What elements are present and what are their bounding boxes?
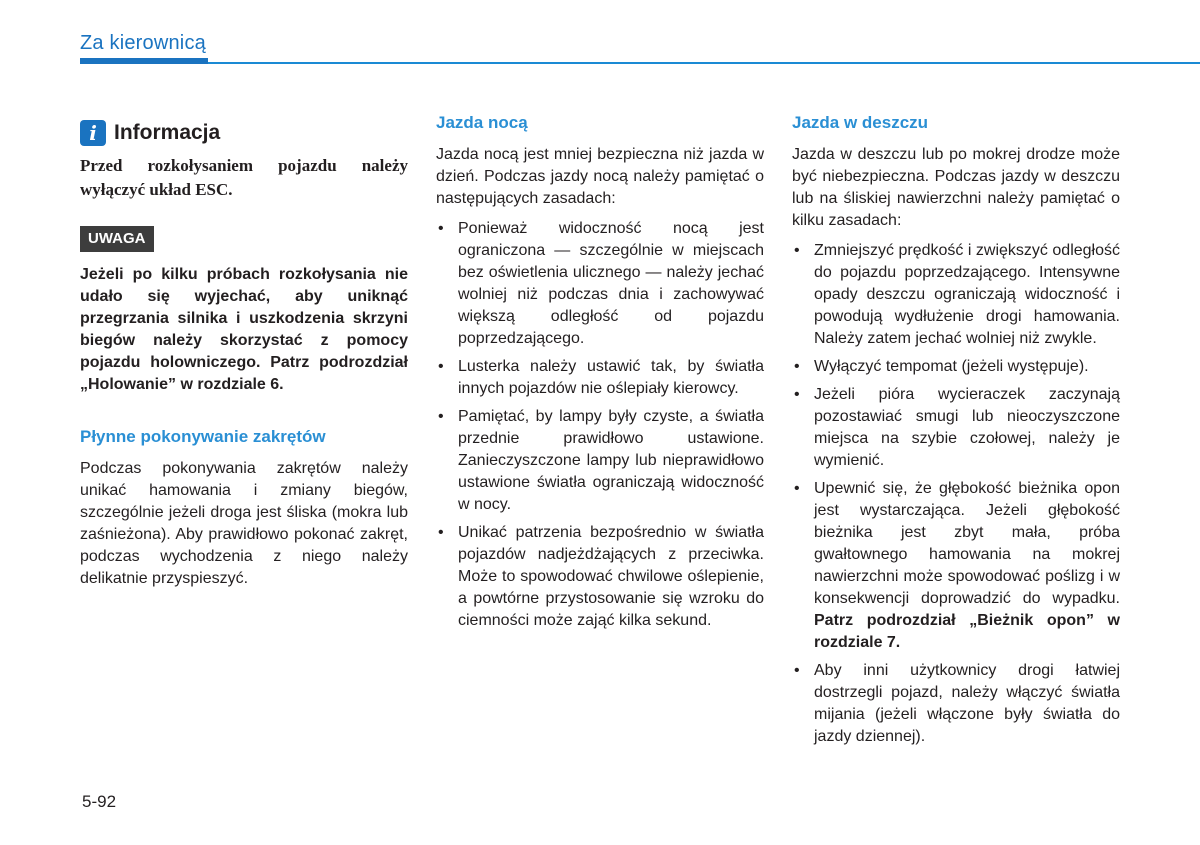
page-number: 5-92 — [82, 792, 117, 811]
bullet-icon: • — [438, 524, 444, 541]
chapter-title: Za kierownicą — [80, 32, 206, 54]
section-title-rain: Jazda w deszczu — [792, 113, 929, 132]
info-icon: i — [80, 120, 106, 146]
tread-text: Upewnić się, że głębokość bieżnika opon jest wystarczająca. Jeżeli głębokość bieżnika jest zbyt mała, próba gwałtownego hamowania na mokrej nawierzchni może spowodować poślizg i w konsekwencji doprowadzić do wypadku. — [814, 480, 1120, 607]
list-item: • Pamiętać, by lampy były czyste, a światła przednie prawidłowo ustawione. Zanieczyszczone lampy lub nieprawidłowo ustawione światła ograniczają widoczność w nocy. — [438, 408, 764, 513]
column-middle — [436, 112, 764, 638]
warning-text: Jeżeli po kilku próbach rozkołysania nie udało się wyjechać, aby uniknąć przegrzania silnika i uszkodzenia skrzyni biegów należy skorzystać z pomocy pojazdu holowniczego. Patrz podrozdział „Holowanie” w rozdziale 6. — [80, 266, 408, 393]
info-text: Przed rozkołysaniem pojazdu należy wyłączyć układ ESC. — [80, 156, 408, 199]
list-item — [792, 478, 1120, 654]
bullet-icon: • — [794, 480, 800, 497]
list-item: • Zmniejszyć prędkość i zwiększyć odległość do pojazdu poprzedzającego. Intensywne opady deszczu ograniczają widoczność i powodują wydłużenie drogi hamowania. Należy zatem jechać wolniej niż zwykle. — [794, 242, 1120, 347]
rain-intro: Jazda w deszczu lub po mokrej drodze może być niebezpieczna. Podczas jazdy w deszczu lub na śliskiej nawierzchni należy pamiętać o kilku zasadach: — [792, 146, 1120, 229]
rain-list — [792, 240, 1120, 748]
header-rule-accent — [80, 58, 208, 64]
night-list — [436, 218, 764, 632]
bullet-icon: • — [438, 408, 444, 425]
list-item: • Wyłączyć tempomat (jeżeli występuje). — [792, 356, 1120, 378]
list-item: • Aby inni użytkownicy drogi łatwiej dostrzegli pojazd, należy włączyć światła mijania (jeżeli włączone były światła do jazdy dziennej). — [794, 662, 1120, 745]
bullet-icon: • — [794, 662, 800, 679]
list-item: • Ponieważ widoczność nocą jest ograniczona — szczególnie w miejscach bez oświetlenia ulicznego — należy jechać wolniej niż podczas dnia i zachowywać większą odległość od pojazdu poprzedzającego. — [438, 220, 764, 347]
info-header — [80, 120, 408, 146]
column-left — [80, 112, 408, 590]
header-rule — [80, 62, 1200, 64]
bullet-icon: • — [794, 242, 800, 259]
night-intro: Jazda nocą jest mniej bezpieczna niż jazda w dzień. Podczas jazdy nocą należy pamiętać o następujących zasadach: — [436, 146, 764, 207]
tread-reference: Patrz podrozdział „Bieżnik opon” w rozdziale 7. — [814, 612, 1120, 651]
bullet-icon: • — [794, 386, 800, 403]
list-item: • Lusterka należy ustawić tak, by światła innych pojazdów nie oślepiały kierowcy. — [438, 358, 764, 397]
column-right — [792, 112, 1120, 754]
section-title-night: Jazda nocą — [436, 113, 528, 132]
info-title: Informacja — [114, 121, 221, 144]
list-item: • Jeżeli pióra wycieraczek zaczynają pozostawiać smugi lub nieoczyszczone miejsca na szybie czołowej, należy je wymienić. — [794, 386, 1120, 469]
list-item: • Unikać patrzenia bezpośrednio w światła pojazdów nadjeżdżających z przeciwka. Może to spowodować chwilowe oślepienie, a powtórne przystosowanie się wzroku do ciemności może zająć kilka sekund. — [438, 524, 764, 629]
warning-badge: UWAGA — [80, 226, 154, 252]
bullet-icon: • — [438, 220, 444, 237]
section-title-curves: Płynne pokonywanie zakrętów — [80, 427, 326, 446]
bullet-icon: • — [438, 358, 444, 375]
curves-text: Podczas pokonywania zakrętów należy unikać hamowania i zmiany biegów, szczególnie jeżeli droga jest śliska (mokra lub zaśnieżona). Aby prawidłowo pokonać zakręt, podczas wychodzenia z niego należy delikatnie przyspieszyć. — [80, 460, 408, 587]
bullet-icon: • — [794, 358, 800, 375]
